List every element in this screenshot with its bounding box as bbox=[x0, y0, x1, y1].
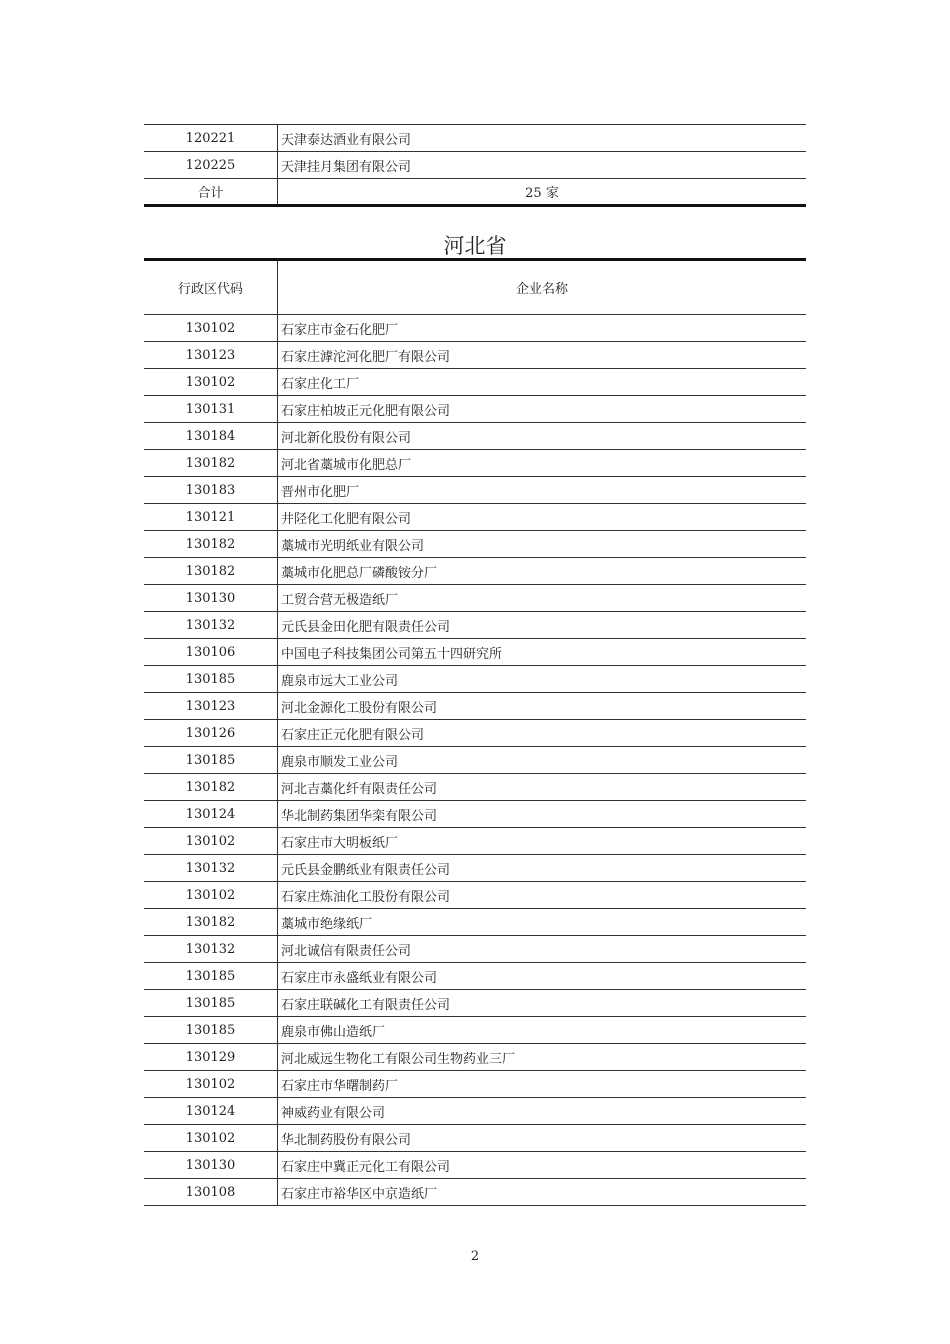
district-code: 130123 bbox=[144, 342, 278, 369]
table-row bbox=[144, 801, 806, 828]
header-code: 行政区代码 bbox=[144, 260, 278, 315]
table-row bbox=[144, 1179, 806, 1206]
district-code: 130102 bbox=[144, 1125, 278, 1152]
table-row bbox=[144, 963, 806, 990]
district-code: 130183 bbox=[144, 477, 278, 504]
company-name: 华北制药股份有限公司 bbox=[278, 1125, 807, 1152]
table-row bbox=[144, 1098, 806, 1125]
district-code: 130130 bbox=[144, 585, 278, 612]
district-code: 130182 bbox=[144, 450, 278, 477]
company-name: 华北制药集团华栾有限公司 bbox=[278, 801, 807, 828]
table-row bbox=[144, 369, 806, 396]
tianjin-table bbox=[144, 124, 806, 207]
district-code: 130102 bbox=[144, 369, 278, 396]
company-name: 石家庄市金石化肥厂 bbox=[278, 315, 807, 342]
company-name: 中国电子科技集团公司第五十四研究所 bbox=[278, 639, 807, 666]
table-row bbox=[144, 990, 806, 1017]
company-name: 河北威远生物化工有限公司生物药业三厂 bbox=[278, 1044, 807, 1071]
district-code: 130102 bbox=[144, 882, 278, 909]
company-name: 鹿泉市远大工业公司 bbox=[278, 666, 807, 693]
company-name: 天津泰达酒业有限公司 bbox=[278, 125, 807, 152]
table-row bbox=[144, 666, 806, 693]
hebei-table bbox=[144, 258, 806, 1206]
company-name: 藁城市绝缘纸厂 bbox=[278, 909, 807, 936]
tianjin-body bbox=[144, 125, 806, 206]
company-name: 鹿泉市佛山造纸厂 bbox=[278, 1017, 807, 1044]
table-row bbox=[144, 936, 806, 963]
table-row bbox=[144, 531, 806, 558]
company-name: 元氏县金田化肥有限责任公司 bbox=[278, 612, 807, 639]
district-code: 130182 bbox=[144, 774, 278, 801]
company-name: 鹿泉市顺发工业公司 bbox=[278, 747, 807, 774]
district-code: 130102 bbox=[144, 315, 278, 342]
company-name: 井陉化工化肥有限公司 bbox=[278, 504, 807, 531]
district-code: 130121 bbox=[144, 504, 278, 531]
table-row bbox=[144, 828, 806, 855]
district-code: 130185 bbox=[144, 990, 278, 1017]
district-code: 130129 bbox=[144, 1044, 278, 1071]
table-row bbox=[144, 152, 806, 179]
company-name: 天津挂月集团有限公司 bbox=[278, 152, 807, 179]
company-name: 河北吉藁化纤有限责任公司 bbox=[278, 774, 807, 801]
district-code: 130124 bbox=[144, 1098, 278, 1125]
table-row bbox=[144, 477, 806, 504]
company-name: 石家庄市裕华区中京造纸厂 bbox=[278, 1179, 807, 1206]
company-name: 晋州市化肥厂 bbox=[278, 477, 807, 504]
company-name: 石家庄正元化肥有限公司 bbox=[278, 720, 807, 747]
company-name: 石家庄市永盛纸业有限公司 bbox=[278, 963, 807, 990]
district-code: 130132 bbox=[144, 936, 278, 963]
table-row bbox=[144, 1071, 806, 1098]
table-row bbox=[144, 612, 806, 639]
table-row bbox=[144, 1017, 806, 1044]
district-code: 130126 bbox=[144, 720, 278, 747]
table-row bbox=[144, 423, 806, 450]
table-row bbox=[144, 639, 806, 666]
company-name: 工贸合营无极造纸厂 bbox=[278, 585, 807, 612]
company-name: 藁城市光明纸业有限公司 bbox=[278, 531, 807, 558]
district-code: 130108 bbox=[144, 1179, 278, 1206]
company-name: 河北省藁城市化肥总厂 bbox=[278, 450, 807, 477]
district-code: 130131 bbox=[144, 396, 278, 423]
table-row bbox=[144, 342, 806, 369]
district-code: 130132 bbox=[144, 612, 278, 639]
total-row bbox=[144, 179, 806, 206]
total-value: 25 家 bbox=[278, 179, 807, 206]
district-code: 130106 bbox=[144, 639, 278, 666]
table-row bbox=[144, 693, 806, 720]
table-header-row bbox=[144, 260, 806, 315]
table-row bbox=[144, 774, 806, 801]
company-name: 石家庄柏坡正元化肥有限公司 bbox=[278, 396, 807, 423]
district-code: 130102 bbox=[144, 828, 278, 855]
district-code: 130132 bbox=[144, 855, 278, 882]
table-row bbox=[144, 558, 806, 585]
table-row bbox=[144, 855, 806, 882]
district-code: 130182 bbox=[144, 909, 278, 936]
table-row bbox=[144, 125, 806, 152]
table-row bbox=[144, 720, 806, 747]
district-code: 130182 bbox=[144, 531, 278, 558]
district-code: 130185 bbox=[144, 666, 278, 693]
table-row bbox=[144, 882, 806, 909]
table-row bbox=[144, 747, 806, 774]
district-code: 130102 bbox=[144, 1071, 278, 1098]
company-name: 神威药业有限公司 bbox=[278, 1098, 807, 1125]
table-row bbox=[144, 1152, 806, 1179]
company-name: 石家庄中冀正元化工有限公司 bbox=[278, 1152, 807, 1179]
company-name: 石家庄市华曙制药厂 bbox=[278, 1071, 807, 1098]
district-code: 130185 bbox=[144, 963, 278, 990]
table-row bbox=[144, 909, 806, 936]
province-title: 河北省 bbox=[443, 234, 507, 258]
hebei-body bbox=[144, 260, 806, 1206]
district-code: 130124 bbox=[144, 801, 278, 828]
page-number: 2 bbox=[470, 1249, 480, 1264]
table-row bbox=[144, 585, 806, 612]
company-name: 石家庄市大明板纸厂 bbox=[278, 828, 807, 855]
company-name: 石家庄滹沱河化肥厂有限公司 bbox=[278, 342, 807, 369]
company-name: 河北金源化工股份有限公司 bbox=[278, 693, 807, 720]
district-code: 130130 bbox=[144, 1152, 278, 1179]
district-code: 120225 bbox=[144, 152, 278, 179]
district-code: 130123 bbox=[144, 693, 278, 720]
company-name: 石家庄联碱化工有限责任公司 bbox=[278, 990, 807, 1017]
district-code: 130185 bbox=[144, 1017, 278, 1044]
district-code: 130184 bbox=[144, 423, 278, 450]
district-code: 130182 bbox=[144, 558, 278, 585]
table-row bbox=[144, 504, 806, 531]
company-name: 河北诚信有限责任公司 bbox=[278, 936, 807, 963]
header-name: 企业名称 bbox=[278, 260, 807, 315]
company-name: 河北新化股份有限公司 bbox=[278, 423, 807, 450]
company-name: 石家庄炼油化工股份有限公司 bbox=[278, 882, 807, 909]
table-row bbox=[144, 315, 806, 342]
table-row bbox=[144, 1125, 806, 1152]
table-row bbox=[144, 1044, 806, 1071]
district-code: 120221 bbox=[144, 125, 278, 152]
table-row bbox=[144, 450, 806, 477]
total-label: 合计 bbox=[144, 179, 278, 206]
company-name: 元氏县金鹏纸业有限责任公司 bbox=[278, 855, 807, 882]
company-name: 藁城市化肥总厂磷酸铵分厂 bbox=[278, 558, 807, 585]
company-name: 石家庄化工厂 bbox=[278, 369, 807, 396]
district-code: 130185 bbox=[144, 747, 278, 774]
table-row bbox=[144, 396, 806, 423]
